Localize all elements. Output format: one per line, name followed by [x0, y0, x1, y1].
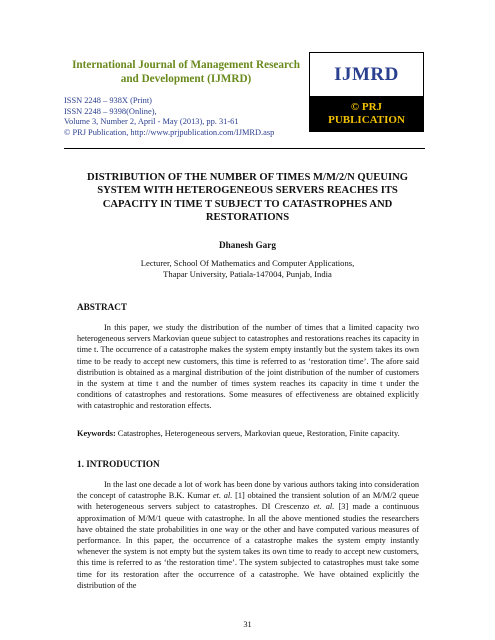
issn-online: ISSN 2248 – 9398(Online), — [64, 106, 157, 116]
abstract-text — [77, 322, 419, 412]
intro-part-1: In the last one decade a lot of work has been done by various authors taking into consideration the concept of catastrophe B.K. Kumar — [77, 480, 419, 501]
author-affiliation — [70, 258, 425, 280]
header-divider — [64, 148, 425, 149]
logo-sub-copyright: © PRJ — [350, 100, 383, 113]
journal-title: International Journal of Management Research and Development (IJMRD) — [72, 59, 300, 85]
intro-part-3: [3] made a continuous approximation of M/M/1 queue with catastrophe. In all the above mentioned studies the researchers have obtained the state probabilities in one way or the other and have computed various measures of performance. In this paper, the occurrence of a catastrophe makes the system empty instantly whenever the system is not empty but the system takes its own time to ready to accept new customers, this time is referred to as ‘the restoration time’. The system subjected to catastrophes must take some time for its restoration after the occurrence of a catastrophe. We have obtained explicitly the distribution of the — [77, 502, 419, 590]
journal-logo — [309, 52, 424, 132]
author-name: Dhanesh Garg — [219, 240, 276, 250]
keywords-label: Keywords: — [77, 429, 116, 438]
abstract-heading: ABSTRACT — [77, 302, 128, 312]
issn-block — [64, 96, 314, 138]
affiliation-line-1: Lecturer, School Of Mathematics and Computer Applications, — [140, 258, 355, 268]
paper-title: DISTRIBUTION OF THE NUMBER OF TIMES M/M/2/N QUEUING SYSTEM WITH HETEROGENEOUS SERVERS REACHES ITS CAPACITY IN TIME T SUBJECT TO CATASTROPHES AND RESTORATIONS — [86, 172, 409, 224]
publisher-line: © PRJ Publication, http://www.prjpublication.com/IJMRD.asp — [64, 127, 275, 137]
affiliation-line-2: Thapar University, Patiala-147004, Punjab, India — [163, 269, 332, 279]
introduction-heading: 1. INTRODUCTION — [77, 459, 160, 469]
logo-publisher-panel — [310, 96, 423, 131]
volume-info: Volume 3, Number 2, April - May (2013), pp. 31-61 — [64, 117, 239, 127]
intro-etal-2: et. al. — [313, 502, 335, 512]
keywords — [77, 428, 419, 439]
logo-text: IJMRD — [334, 63, 399, 85]
introduction-text — [77, 479, 419, 591]
intro-part-2: [1] obtained the transient solution of an M/M/2 queue with heterogeneous servers subject to catastrophes. DI Crescenzo — [77, 491, 419, 512]
intro-etal-1: et. al. — [212, 491, 233, 501]
page-number: 31 — [243, 620, 252, 629]
abstract-body: In this paper, we study the distribution of the number of times that a limited capacity two heterogeneous servers Markovian queue subject to catastrophes and restorations reaches its capacity in time t. The occurrence of a catastrophe makes the system empty instantly but the system takes its own time to be ready to accept new customers, this time is referred to as ‘restoration time’. The afore said distribution is obtained as a marginal distribution of the joint distribution of the number of customers in the system at time t and the number of times system reaches its capacity in time t under the conditions of catastrophes and restorations. Some measures of effectiveness are obtained explicitly with catastrophic and restoration effects. — [77, 323, 419, 411]
keywords-text: Catastrophes, Heterogeneous servers, Markovian queue, Restoration, Finite capacity. — [115, 429, 400, 438]
issn-print: ISSN 2248 – 938X (Print) — [64, 96, 152, 105]
logo-sub-publication: PUBLICATION — [328, 113, 405, 126]
